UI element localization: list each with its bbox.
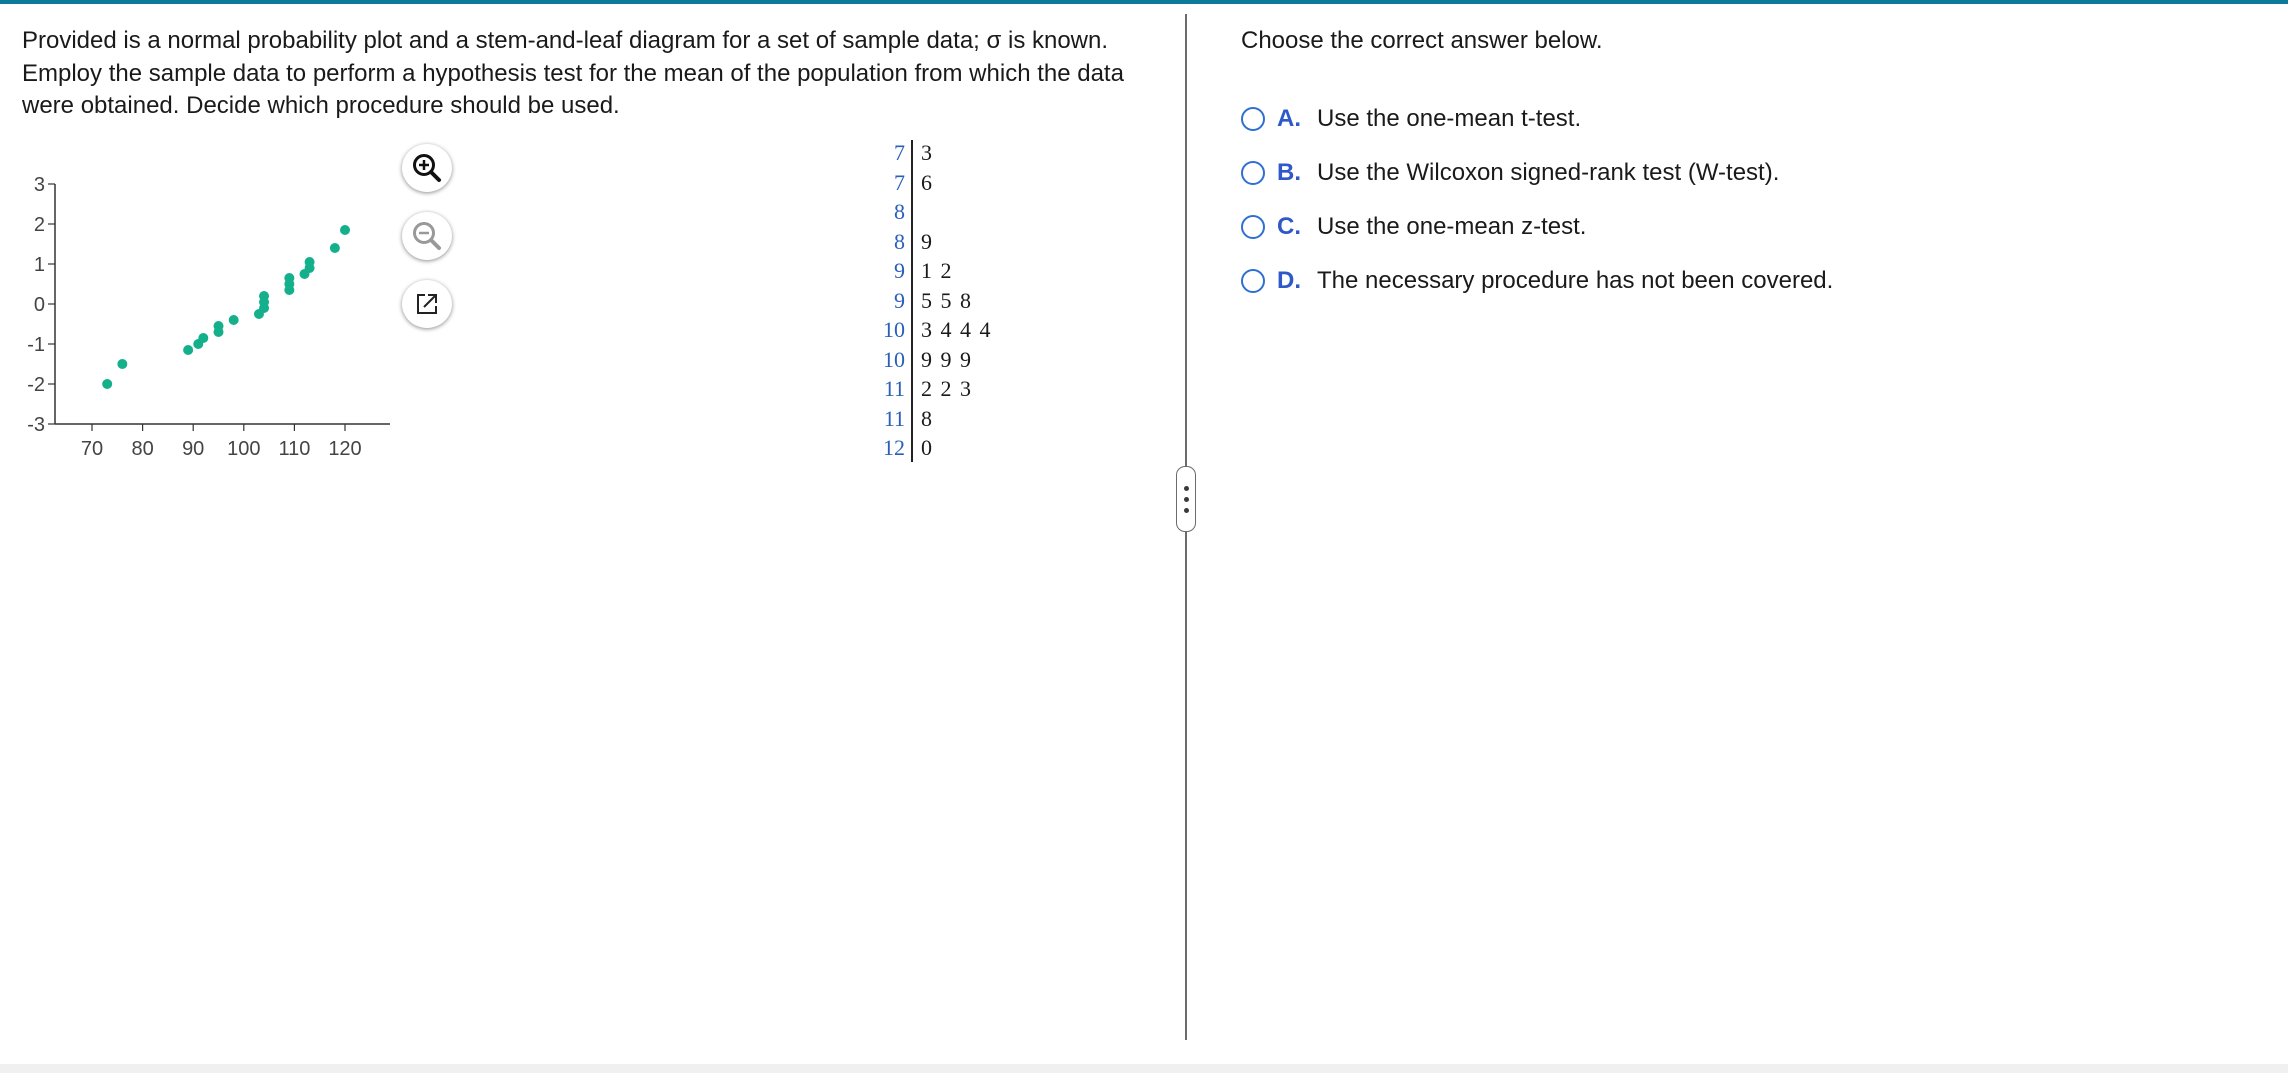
data-point	[259, 291, 269, 301]
leaf-values: 6	[921, 169, 932, 195]
popout-icon	[412, 289, 442, 319]
bottom-bar	[0, 1064, 2288, 1073]
option-text: Use the one-mean z-test.	[1317, 213, 1587, 240]
y-tick-label: 0	[33, 294, 45, 316]
option-text: Use the Wilcoxon signed-rank test (W-test).	[1317, 159, 1780, 186]
option-letter: D.	[1277, 267, 1301, 294]
leaf-values: 8	[921, 405, 932, 431]
y-tick-label: 3	[33, 174, 45, 196]
stem-value: 10	[883, 346, 905, 372]
popout-button[interactable]	[402, 280, 452, 328]
leaf-values: 5 5 8	[921, 287, 971, 313]
option-a[interactable]	[1241, 101, 1581, 137]
option-text: The necessary procedure has not been covered.	[1317, 267, 1834, 294]
answer-panel	[1187, 4, 2288, 1040]
radio-b[interactable]	[1241, 161, 1265, 185]
y-tick-label: -3	[27, 414, 45, 436]
plot-ticks	[27, 174, 361, 460]
radio-c[interactable]	[1241, 215, 1265, 239]
y-tick-label: -2	[27, 374, 45, 396]
option-letter: B.	[1277, 159, 1301, 186]
data-point	[229, 315, 239, 325]
stem-value: 10	[883, 317, 905, 342]
normal-probability-plot	[0, 134, 400, 464]
leaf-values: 9 9 9	[921, 346, 971, 372]
stem-value: 11	[883, 405, 905, 431]
data-point	[102, 379, 112, 389]
x-tick-label: 70	[80, 438, 104, 460]
x-tick-label: 110	[278, 438, 311, 460]
stem-value: 8	[894, 228, 905, 254]
stem-value: 9	[894, 287, 905, 313]
question-panel	[0, 4, 1185, 1040]
data-point	[198, 333, 208, 343]
stem-value: 11	[883, 376, 905, 401]
option-letter: A.	[1277, 105, 1301, 132]
data-point	[330, 243, 340, 253]
stem-leaf-divider	[911, 140, 913, 462]
option-b[interactable]	[1241, 155, 1779, 191]
stem-value: 8	[894, 199, 905, 224]
leaf-values: 2 2 3	[921, 376, 971, 401]
stem-value: 9	[894, 258, 905, 283]
leaf-values: 3 4 4 4	[921, 317, 991, 342]
stem-value: 12	[883, 435, 905, 460]
zoom-out-button[interactable]	[402, 212, 452, 260]
data-point	[214, 321, 224, 331]
question-text: Provided is a normal probability plot and a stem-and-leaf diagram for a set of sample data; σ is known. Employ the sample data to perform a hypothesis test for the mean of the population from which the data were obtained. Decide which procedure should be used.	[22, 27, 1124, 119]
radio-a[interactable]	[1241, 107, 1265, 131]
y-tick-label: 1	[33, 254, 45, 276]
y-tick-label: 2	[33, 214, 45, 236]
data-point	[117, 359, 127, 369]
option-text: Use the one-mean t-test.	[1317, 105, 1582, 132]
x-tick-label: 100	[227, 438, 261, 460]
option-d[interactable]	[1241, 263, 1833, 299]
stem-value: 7	[894, 140, 905, 165]
data-point	[305, 257, 315, 267]
leaf-values: 9	[921, 228, 932, 254]
data-point	[284, 273, 294, 283]
stem-value: 7	[894, 169, 905, 195]
plot-points	[102, 225, 350, 389]
option-letter: C.	[1277, 213, 1301, 240]
zoom-in-button[interactable]	[402, 144, 452, 192]
leaf-values: 0	[921, 435, 932, 460]
radio-d[interactable]	[1241, 269, 1265, 293]
x-tick-label: 80	[131, 438, 154, 460]
leaf-values: 1 2	[921, 258, 952, 283]
zoom-in-icon	[410, 151, 444, 185]
x-tick-label: 120	[328, 438, 362, 460]
x-tick-label: 90	[182, 438, 205, 460]
y-tick-label: -1	[27, 334, 45, 356]
leaf-values: 3	[921, 140, 932, 165]
zoom-out-icon	[410, 219, 444, 253]
answer-instruction: Choose the correct answer below.	[1241, 27, 1603, 54]
option-c[interactable]	[1241, 209, 1586, 245]
data-point	[340, 225, 350, 235]
data-point	[183, 345, 193, 355]
